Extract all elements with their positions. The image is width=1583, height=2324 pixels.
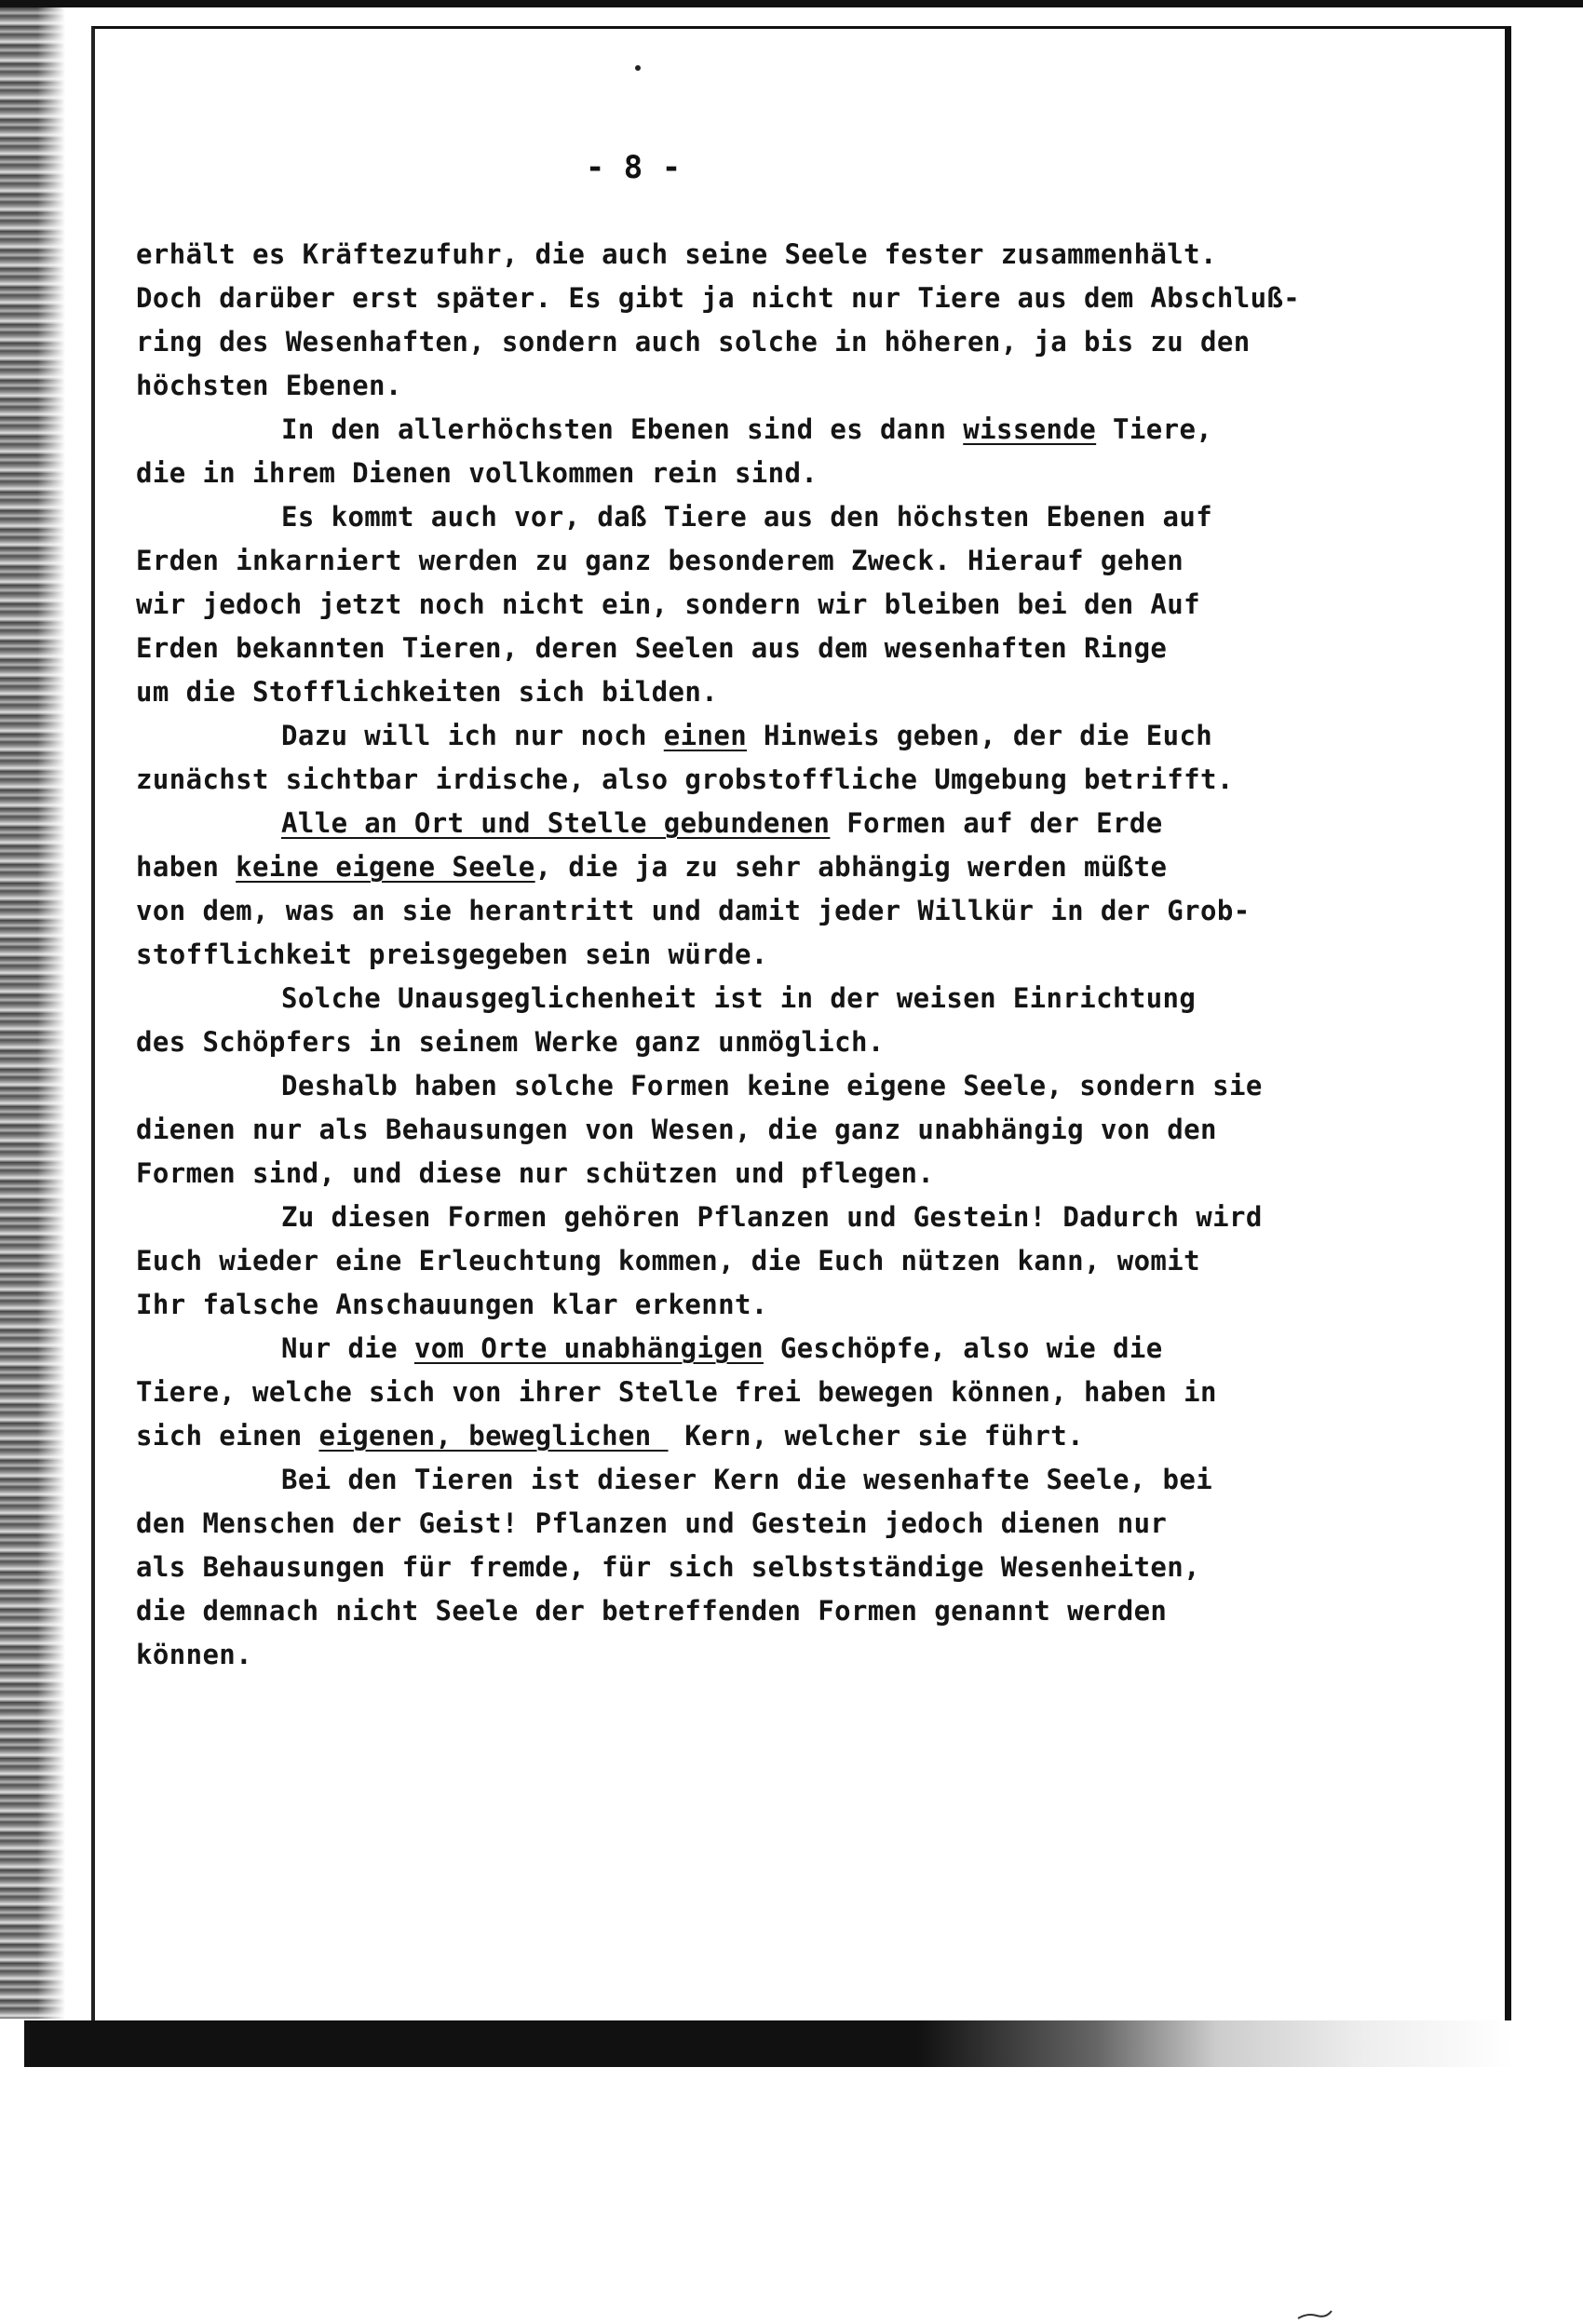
scan-left-edge <box>0 7 65 2019</box>
text-line: als Behausungen für fremde, für sich selbstständige Wesenheiten, <box>136 1551 1201 1583</box>
scan-bottom-edge <box>24 2020 1514 2067</box>
text-line: Erden inkarniert werden zu ganz besonderem Zweck. Hierauf gehen <box>136 545 1184 576</box>
text-segment: Hinweis geben, der die Euch <box>747 720 1213 751</box>
text-segment: , die ja zu sehr abhängig werden müßte <box>534 851 1168 883</box>
text-line: Es kommt auch vor, daß Tiere aus den höchsten Ebenen auf <box>281 501 1213 533</box>
text-line: die in ihrem Dienen vollkommen rein sind. <box>136 457 819 489</box>
text-line: stofflichkeit preisgegeben sein würde. <box>136 939 768 970</box>
pencil-mark-icon <box>1296 2305 1333 2324</box>
text-line: wir jedoch jetzt noch nicht ein, sondern wir bleiben bei den Auf <box>136 588 1201 620</box>
underlined-word: einen <box>663 720 748 751</box>
text-line: dienen nur als Behausungen von Wesen, die ganz unabhängig von den <box>136 1114 1217 1145</box>
text-line: Deshalb haben solche Formen keine eigene Seele, sondern sie <box>281 1070 1263 1101</box>
text-line: Erden bekannten Tieren, deren Seelen aus dem wesenhaften Ringe <box>136 632 1168 664</box>
text-line: können. <box>136 1639 253 1670</box>
text-line <box>136 1327 1402 1371</box>
text-line <box>136 845 1402 889</box>
underlined-phrase: keine eigene Seele <box>236 851 535 883</box>
text-line: Ihr falsche Anschauungen klar erkennt. <box>136 1289 768 1320</box>
text-line: von dem, was an sie herantritt und damit jeder Willkür in der Grob- <box>136 895 1251 926</box>
text-segment: Nur die <box>281 1332 414 1364</box>
text-line <box>136 1414 1402 1458</box>
text-line: Tiere, welche sich von ihrer Stelle frei bewegen können, haben in <box>136 1376 1217 1408</box>
underlined-phrase: Alle an Ort und Stelle gebundenen <box>281 807 831 839</box>
text-segment: Geschöpfe, also wie die <box>763 1332 1163 1364</box>
text-segment: haben <box>136 851 237 883</box>
text-line: zunächst sichtbar irdische, also grobstoffliche Umgebung betrifft. <box>136 763 1234 795</box>
underlined-word: wissende <box>963 413 1097 445</box>
text-segment: Kern, welcher sie führt. <box>668 1420 1085 1452</box>
scan-right-edge <box>1505 26 1510 2065</box>
text-segment: Tiere, <box>1096 413 1213 445</box>
text-segment: sich einen <box>136 1420 319 1452</box>
text-line: ring des Wesenhaften, sondern auch solche in höheren, ja bis zu den <box>136 326 1251 358</box>
text-line: Bei den Tieren ist dieser Kern die wesenhafte Seele, bei <box>281 1464 1213 1495</box>
text-line: Formen sind, und diese nur schützen und pflegen. <box>136 1157 935 1189</box>
text-line <box>136 408 1402 452</box>
text-line: Euch wieder eine Erleuchtung kommen, die Euch nützen kann, womit <box>136 1245 1201 1277</box>
text-segment: In den allerhöchsten Ebenen sind es dann <box>281 413 964 445</box>
text-line: Doch darüber erst später. Es gibt ja nicht nur Tiere aus dem Abschluß- <box>136 282 1301 314</box>
text-line: Solche Unausgeglichenheit ist in der weisen Einrichtung <box>281 982 1197 1014</box>
text-line: des Schöpfers in seinem Werke ganz unmöglich. <box>136 1026 885 1058</box>
typed-text <box>136 233 1402 1677</box>
text-segment: Dazu will ich nur noch <box>281 720 664 751</box>
scan-top-edge <box>0 0 1583 7</box>
text-line: den Menschen der Geist! Pflanzen und Gestein jedoch dienen nur <box>136 1507 1168 1539</box>
text-line: die demnach nicht Seele der betreffenden Formen genannt werden <box>136 1595 1168 1627</box>
text-line: um die Stofflichkeiten sich bilden. <box>136 676 719 708</box>
text-line: Zu diesen Formen gehören Pflanzen und Gestein! Dadurch wird <box>281 1201 1263 1233</box>
text-segment: Formen auf der Erde <box>830 807 1163 839</box>
text-line <box>136 802 1402 845</box>
page-number: - 8 - <box>585 149 682 186</box>
text-line: erhält es Kräftezufuhr, die auch seine Seele fester zusammenhält. <box>136 238 1217 270</box>
underlined-phrase: eigenen, beweglichen <box>318 1420 669 1452</box>
underlined-phrase: vom Orte unabhängigen <box>413 1332 764 1364</box>
text-line: höchsten Ebenen. <box>136 370 402 401</box>
punch-dot <box>635 65 641 71</box>
text-line <box>136 714 1402 758</box>
